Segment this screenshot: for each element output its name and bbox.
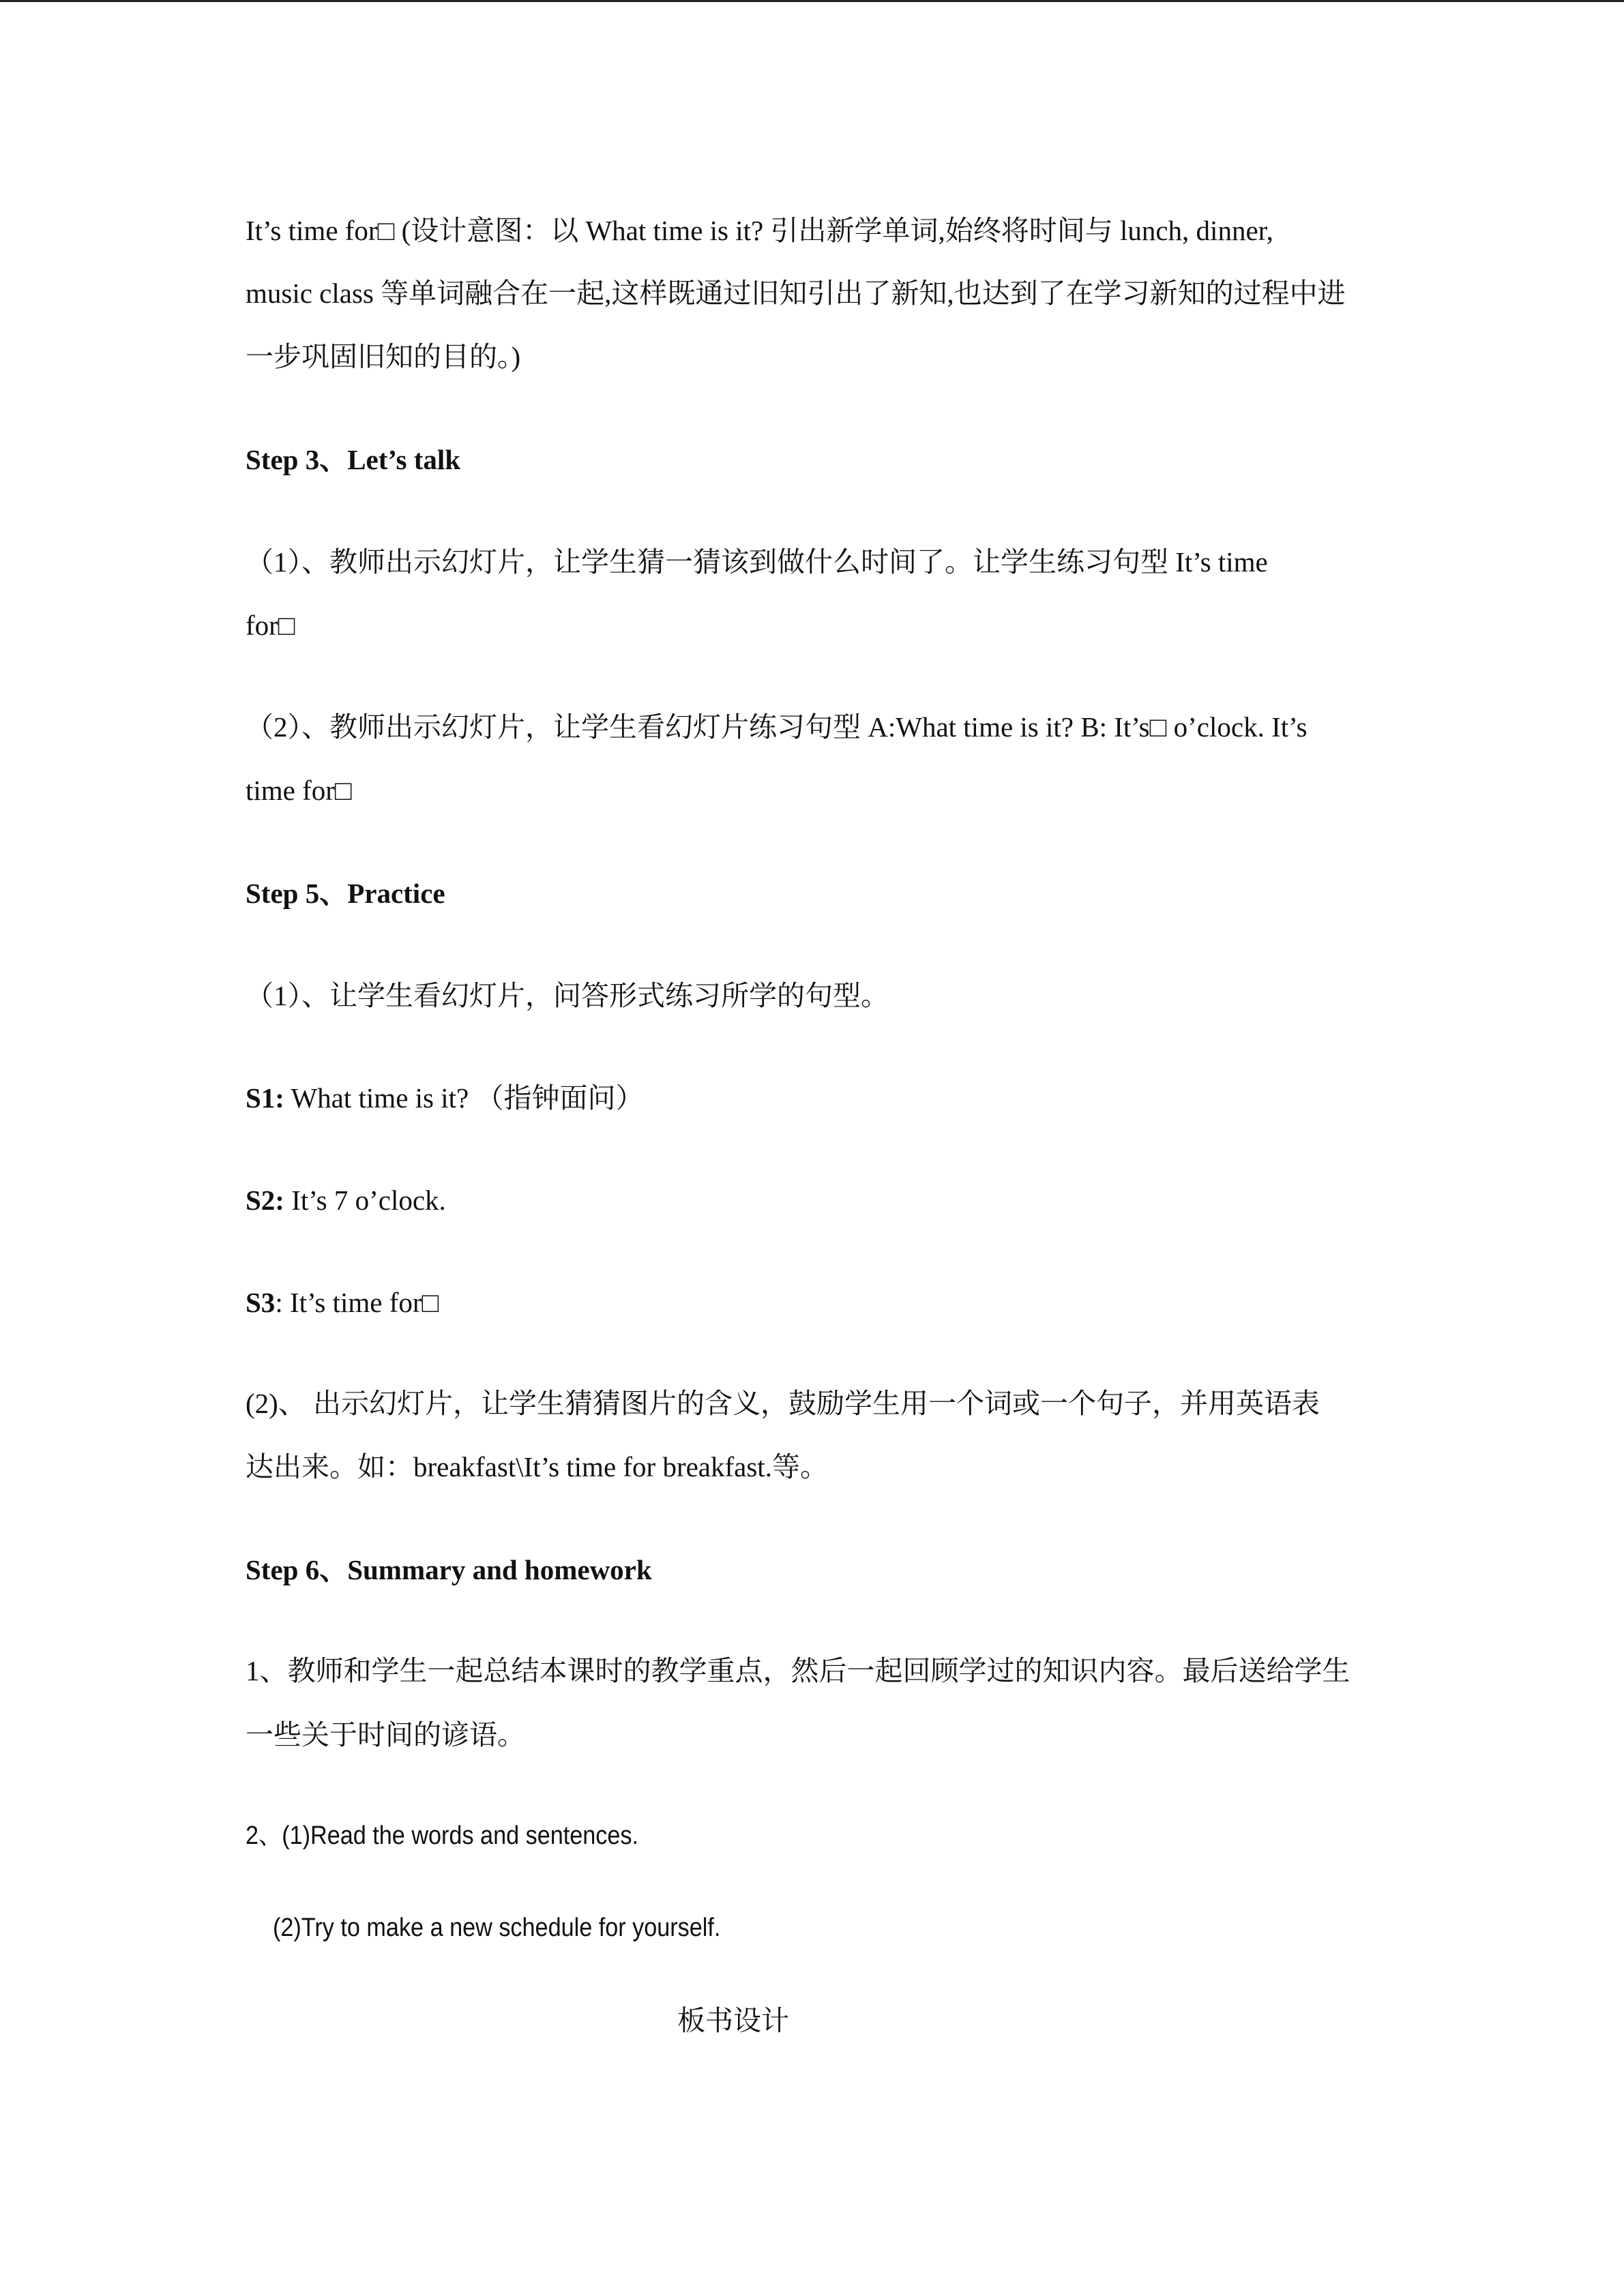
dialogue-text: It’s 7 o’clock. — [284, 1184, 446, 1216]
step3-item2-line-2: time for□ — [246, 775, 352, 806]
speaker-label: S3 — [246, 1287, 276, 1318]
intro-line-3: 一步巩固旧知的目的。) — [246, 341, 521, 372]
step6-item2-line-1: 2、(1)Read the words and sentences. — [246, 1821, 639, 1850]
step6-item1-line-2: 一些关于时间的谚语。 — [246, 1719, 525, 1750]
page-top-border — [0, 0, 1624, 2]
speaker-label: S1: — [246, 1082, 284, 1114]
step6-item2-line-2: (2)Try to make a new schedule for yourself. — [273, 1913, 721, 1942]
intro-line-1: It’s time for□ (设计意图：以 What time is it? 引出新学单词,始终将时间与 lunch, dinner, — [246, 215, 1273, 246]
dialogue-s1 — [246, 1084, 643, 1112]
step5-item2-line-1: (2)、 出示幻灯片，让学生猜猜图片的含义，鼓励学生用一个词或一个句子，并用英语表 — [246, 1388, 1320, 1419]
step5-item2-line-2: 达出来。如：breakfast\It’s time for breakfast.等。 — [246, 1451, 828, 1482]
step3-heading: Step 3、Let’s talk — [246, 444, 461, 475]
dialogue-s2 — [246, 1184, 446, 1216]
step3-item1-line-2: for□ — [246, 610, 295, 641]
board-design-title: 板书设计 — [677, 2005, 789, 2036]
dialogue-s3 — [246, 1289, 439, 1317]
dialogue-text: What time is it? （指钟面问） — [284, 1082, 644, 1114]
step6-item1-line-1: 1、教师和学生一起总结本课时的教学重点，然后一起回顾学过的知识内容。最后送给学生 — [246, 1655, 1350, 1686]
intro-line-2: music class 等单词融合在一起,这样既通过旧知引出了新知,也达到了在学习新知的过程中进 — [246, 278, 1346, 309]
step3-item1-line-1: （1）、教师出示幻灯片，让学生猜一猜该到做什么时间了。让学生练习句型 It’s time — [246, 546, 1268, 578]
step5-heading: Step 5、Practice — [246, 878, 445, 909]
dialogue-text: : It’s time for□ — [275, 1287, 439, 1318]
step3-item2-line-1: （2）、教师出示幻灯片，让学生看幻灯片练习句型 A:What time is it? B: It’s□ o’clock. It’s — [246, 711, 1308, 743]
speaker-label: S2: — [246, 1184, 284, 1216]
step5-item1: （1）、让学生看幻灯片，问答形式练习所学的句型。 — [246, 980, 889, 1011]
step6-heading: Step 6、Summary and homework — [246, 1554, 652, 1585]
